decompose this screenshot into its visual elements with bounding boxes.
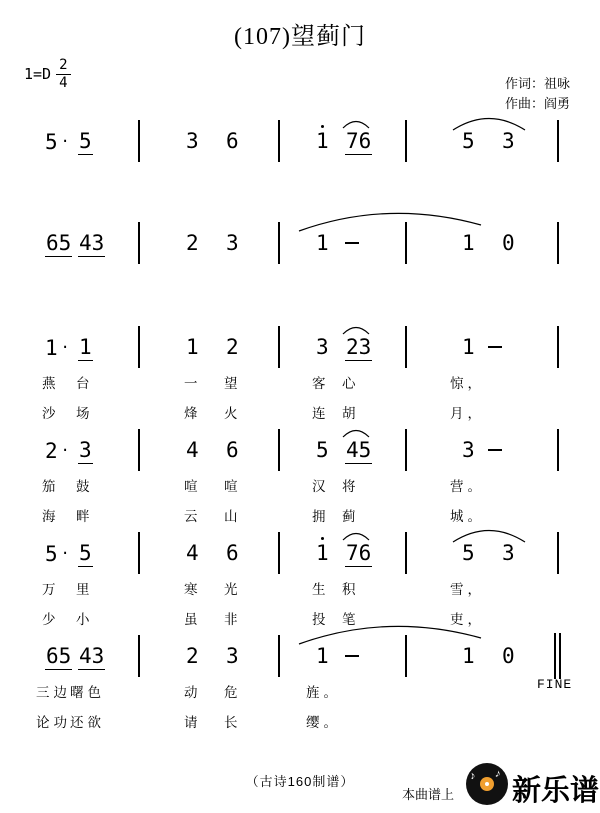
- lyric-syllable: 光: [224, 582, 242, 597]
- lyric-syllable: 火: [224, 406, 242, 421]
- note-value: 43: [79, 644, 105, 668]
- lyric-syllable: 山: [224, 509, 242, 524]
- lyric-syllable: 拥: [312, 509, 330, 524]
- lyric-syllable: 喧: [224, 479, 242, 494]
- dash-note: [345, 655, 359, 657]
- note-value: 4: [186, 438, 199, 462]
- lyric-syllable: 将: [342, 479, 360, 494]
- note-value: 5: [462, 129, 475, 153]
- note: [45, 130, 70, 153]
- site-banner[interactable]: [400, 760, 600, 810]
- note: [78, 232, 105, 257]
- note-value: 3: [502, 129, 515, 153]
- lyric-syllable: 请: [184, 715, 202, 730]
- barline: [278, 429, 280, 471]
- note: [226, 130, 239, 152]
- note: [462, 645, 475, 667]
- note-value: 5: [79, 541, 92, 565]
- barline: [138, 222, 140, 264]
- note-value: 43: [79, 231, 105, 255]
- note-value: 45: [346, 438, 372, 462]
- end-barline: [554, 633, 556, 679]
- lyric-syllable: 一: [184, 376, 202, 391]
- note: [345, 542, 372, 567]
- lyric-syllable: 动: [184, 685, 202, 700]
- note: [186, 542, 199, 564]
- note: [226, 232, 239, 254]
- note-value: 2: [226, 335, 239, 359]
- time-numerator: 2: [59, 57, 68, 73]
- lyric-syllable: 海: [42, 509, 60, 524]
- high-octave-dot: [321, 537, 324, 540]
- lyric-syllable: 蓟: [342, 509, 360, 524]
- lyric-syllable: 畔: [76, 509, 94, 524]
- slur-arc: [296, 208, 484, 234]
- lyric-syllable: 生: [312, 582, 330, 597]
- note-value: 4: [186, 541, 199, 565]
- time-denominator: 4: [59, 74, 68, 91]
- note-value: 3: [462, 438, 475, 462]
- note-value: 3: [502, 541, 515, 565]
- dot-after-note: ·: [60, 544, 70, 562]
- note: [186, 645, 199, 667]
- note-value: 5: [462, 541, 475, 565]
- barline: [278, 635, 280, 677]
- note-value: 23: [346, 335, 372, 359]
- note-value: 6: [226, 438, 239, 462]
- note: [316, 232, 329, 254]
- lyric-syllable: 笳: [42, 479, 60, 494]
- note-value: 2: [186, 644, 199, 668]
- lyric-syllable: 旌。: [306, 685, 341, 700]
- lyric-syllable: 投: [312, 612, 330, 627]
- lyric-syllable: 积: [342, 582, 360, 597]
- note: [462, 542, 475, 564]
- note-value: 1: [316, 231, 329, 255]
- note-value: 5: [316, 438, 329, 462]
- barline: [138, 532, 140, 574]
- note: [316, 336, 329, 358]
- note: [462, 130, 475, 152]
- lyric-syllable: 喧: [184, 479, 202, 494]
- lyric-syllable: 连: [312, 406, 330, 421]
- score-system: [0, 645, 600, 745]
- barline: [138, 326, 140, 368]
- slur-arc: [450, 112, 528, 132]
- lyric-syllable: 云: [184, 509, 202, 524]
- vinyl-record-icon: [466, 763, 508, 805]
- note-value: 3: [316, 335, 329, 359]
- tie-arc: [341, 118, 371, 130]
- note-value: 1: [316, 129, 329, 153]
- lyric-syllable: 烽: [184, 406, 202, 421]
- note: [345, 336, 372, 361]
- key-label: 1=D: [24, 65, 52, 84]
- lyric-syllable: 胡: [342, 406, 360, 421]
- tie-arc: [341, 427, 371, 439]
- composer-credit: 作曲：阎勇: [504, 96, 570, 111]
- note: [186, 232, 199, 254]
- note: [462, 439, 475, 461]
- note-value: 5: [45, 542, 58, 566]
- lyric-syllable: 论功: [36, 715, 71, 730]
- note-value: 1: [462, 335, 475, 359]
- lyric-syllable: 望: [224, 376, 242, 391]
- barline: [278, 222, 280, 264]
- note: [316, 542, 329, 564]
- lyric-syllable: 吏，: [450, 612, 485, 627]
- note-value: 1: [462, 231, 475, 255]
- lyricist-credit: 作词：祖咏: [504, 76, 570, 91]
- note-value: 0: [502, 231, 515, 255]
- note: [78, 130, 93, 155]
- note: [316, 130, 329, 152]
- lyric-syllable: 万: [42, 582, 60, 597]
- note-value: 3: [186, 129, 199, 153]
- note: [78, 336, 93, 361]
- high-octave-dot: [321, 125, 324, 128]
- note-value: 6: [226, 541, 239, 565]
- lyric-syllable: 小: [76, 612, 94, 627]
- note-value: 5: [45, 130, 58, 154]
- note: [45, 232, 72, 257]
- note: [186, 130, 199, 152]
- note: [502, 232, 515, 254]
- barline: [138, 429, 140, 471]
- dot-after-note: ·: [60, 338, 70, 356]
- barline: [405, 532, 407, 574]
- barline: [405, 120, 407, 162]
- lyric-syllable: 长: [224, 715, 242, 730]
- note-value: 1: [79, 335, 92, 359]
- note: [186, 439, 199, 461]
- note: [345, 130, 372, 155]
- tie-arc: [341, 324, 371, 336]
- note: [78, 439, 93, 464]
- note: [226, 645, 239, 667]
- lyric-syllable: 危: [224, 685, 242, 700]
- score-system: [0, 232, 600, 332]
- note: [78, 645, 105, 670]
- dash-note: [345, 242, 359, 244]
- note: [462, 232, 475, 254]
- score-system: [0, 336, 600, 436]
- note-value: 1: [316, 541, 329, 565]
- slur-arc: [450, 524, 528, 544]
- lyric-syllable: 笔: [342, 612, 360, 627]
- lyric-syllable: 场: [76, 406, 94, 421]
- site-prefix-text: 本曲谱上: [402, 787, 455, 802]
- note: [226, 542, 239, 564]
- note: [316, 645, 329, 667]
- lyric-syllable: 沙: [42, 406, 60, 421]
- lyric-syllable: 里: [76, 582, 94, 597]
- dot-after-note: ·: [60, 132, 70, 150]
- note-value: 1: [45, 336, 58, 360]
- lyric-syllable: 雪，: [450, 582, 485, 597]
- barline: [405, 429, 407, 471]
- slur-arc: [296, 621, 484, 647]
- note: [226, 439, 239, 461]
- note: [45, 645, 72, 670]
- lyric-syllable: 营。: [450, 479, 485, 494]
- note-value: 1: [462, 644, 475, 668]
- note: [186, 336, 199, 358]
- barline: [557, 222, 559, 264]
- dot-after-note: ·: [60, 441, 70, 459]
- tie-arc: [341, 530, 371, 542]
- music-note-icon: ♪: [494, 767, 502, 781]
- barline: [557, 429, 559, 471]
- record-center-hole: [485, 782, 489, 786]
- lyric-syllable: 汉: [312, 479, 330, 494]
- note-value: 1: [316, 644, 329, 668]
- barline: [557, 326, 559, 368]
- lyric-syllable: 月，: [450, 406, 485, 421]
- note-value: 1: [186, 335, 199, 359]
- dash-note: [488, 346, 502, 348]
- note-value: 76: [346, 129, 372, 153]
- note: [345, 439, 372, 464]
- note: [226, 336, 239, 358]
- note-value: 3: [79, 438, 92, 462]
- lyric-syllable: 虽: [184, 612, 202, 627]
- barline: [278, 326, 280, 368]
- lyric-syllable: 客: [312, 376, 330, 391]
- song-title: (107)望蓟门: [234, 24, 366, 50]
- lyric-syllable: 少: [42, 612, 60, 627]
- lyric-syllable: 心: [342, 376, 360, 391]
- note-value: 76: [346, 541, 372, 565]
- end-barline: [559, 633, 561, 679]
- barline: [138, 120, 140, 162]
- note: [316, 439, 329, 461]
- lyric-syllable: 非: [224, 612, 242, 627]
- note-value: 5: [79, 129, 92, 153]
- notation-credit: （古诗160制谱）: [245, 774, 355, 789]
- dash-note: [488, 449, 502, 451]
- note-value: 65: [46, 644, 72, 668]
- note: [462, 336, 475, 358]
- barline: [405, 326, 407, 368]
- barline: [557, 120, 559, 162]
- lyric-syllable: 惊，: [450, 376, 485, 391]
- note-value: 2: [186, 231, 199, 255]
- barline: [278, 532, 280, 574]
- lyric-syllable: 燕: [42, 376, 60, 391]
- note: [45, 336, 70, 359]
- note: [45, 542, 70, 565]
- note: [502, 542, 515, 564]
- lyric-syllable: 缨。: [306, 715, 341, 730]
- note-value: 0: [502, 644, 515, 668]
- lyric-syllable: 还欲: [70, 715, 105, 730]
- lyric-syllable: 城。: [450, 509, 485, 524]
- lyric-syllable: 三边: [36, 685, 71, 700]
- note: [502, 130, 515, 152]
- note: [502, 645, 515, 667]
- barline: [138, 635, 140, 677]
- site-name: 新乐谱: [512, 775, 600, 807]
- lyric-syllable: 鼓: [76, 479, 94, 494]
- lyric-syllable: 曙色: [70, 685, 105, 700]
- note: [78, 542, 93, 567]
- barline: [278, 120, 280, 162]
- note-value: 3: [226, 644, 239, 668]
- lyric-syllable: 寒: [184, 582, 202, 597]
- fine-label: FINE: [537, 677, 573, 692]
- music-note-icon: ♪: [468, 769, 477, 783]
- lyric-syllable: 台: [76, 376, 94, 391]
- note-value: 65: [46, 231, 72, 255]
- note-value: 6: [226, 129, 239, 153]
- note-value: 3: [226, 231, 239, 255]
- barline: [557, 532, 559, 574]
- note: [45, 439, 70, 462]
- note-value: 2: [45, 439, 58, 463]
